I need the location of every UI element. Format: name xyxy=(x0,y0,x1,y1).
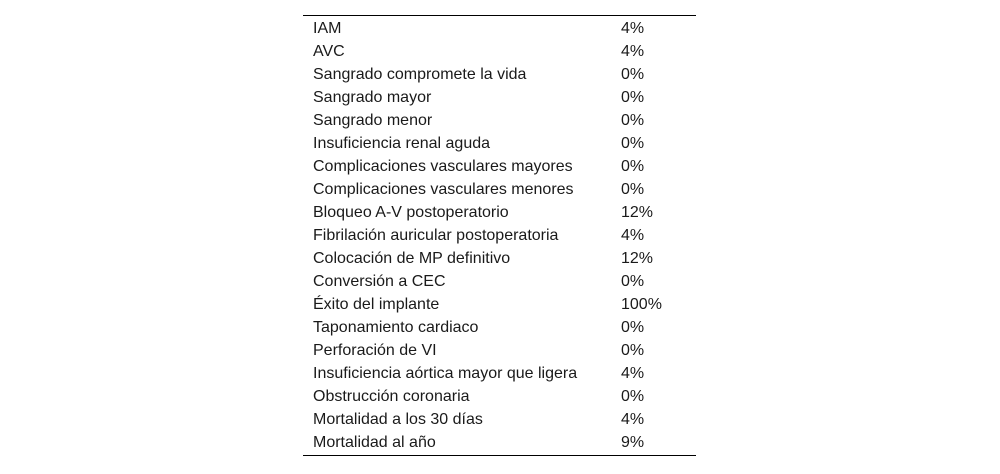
table-row xyxy=(303,40,696,63)
row-value: 4% xyxy=(621,43,645,60)
row-label: Colocación de MP definitivo xyxy=(313,250,511,267)
row-label: Insuficiencia aórtica mayor que ligera xyxy=(313,365,578,382)
row-value: 0% xyxy=(621,135,645,152)
row-label: Insuficiencia renal aguda xyxy=(313,135,491,152)
table-row xyxy=(303,109,696,132)
row-value: 4% xyxy=(621,411,645,428)
table-row xyxy=(303,293,696,316)
row-label: AVC xyxy=(313,43,345,60)
row-value: 0% xyxy=(621,112,645,129)
row-value: 9% xyxy=(621,434,645,451)
table-row xyxy=(303,408,696,431)
row-label: Sangrado compromete la vida xyxy=(313,66,527,83)
table-row xyxy=(303,155,696,178)
table-row xyxy=(303,63,696,86)
table-row xyxy=(303,201,696,224)
row-value: 0% xyxy=(621,342,645,359)
row-value: 0% xyxy=(621,66,645,83)
table-row xyxy=(303,178,696,201)
table-row xyxy=(303,270,696,293)
table-row xyxy=(303,339,696,362)
row-label: Obstrucción coronaria xyxy=(313,388,470,405)
outcomes-table xyxy=(303,15,696,456)
row-label: Sangrado menor xyxy=(313,112,433,129)
row-label: Conversión a CEC xyxy=(313,273,446,290)
row-value: 100% xyxy=(621,296,662,313)
row-label: IAM xyxy=(313,20,342,37)
table-row xyxy=(303,431,696,454)
row-value: 0% xyxy=(621,158,645,175)
row-value: 0% xyxy=(621,181,645,198)
row-value: 4% xyxy=(621,20,645,37)
row-value: 0% xyxy=(621,388,645,405)
row-label: Bloqueo A-V postoperatorio xyxy=(313,204,509,221)
table-row xyxy=(303,132,696,155)
table-row xyxy=(303,86,696,109)
table-row xyxy=(303,385,696,408)
table-row xyxy=(303,316,696,339)
row-value: 4% xyxy=(621,365,645,382)
row-label: Éxito del implante xyxy=(313,296,440,313)
table-row xyxy=(303,17,696,40)
row-label: Sangrado mayor xyxy=(313,89,432,106)
row-value: 12% xyxy=(621,250,654,267)
row-label: Perforación de VI xyxy=(313,342,437,359)
row-value: 4% xyxy=(621,227,645,244)
table-body xyxy=(303,17,696,454)
row-value: 0% xyxy=(621,319,645,336)
table-row xyxy=(303,247,696,270)
row-label: Taponamiento cardiaco xyxy=(313,319,479,336)
row-label: Complicaciones vasculares mayores xyxy=(313,158,573,175)
row-value: 0% xyxy=(621,273,645,290)
table-row xyxy=(303,224,696,247)
table-row xyxy=(303,362,696,385)
outcomes-table-grid xyxy=(303,17,696,454)
row-label: Mortalidad a los 30 días xyxy=(313,411,483,428)
row-label: Mortalidad al año xyxy=(313,434,436,451)
row-label: Complicaciones vasculares menores xyxy=(313,181,574,198)
row-label: Fibrilación auricular postoperatoria xyxy=(313,227,559,244)
row-value: 0% xyxy=(621,89,645,106)
row-value: 12% xyxy=(621,204,654,221)
